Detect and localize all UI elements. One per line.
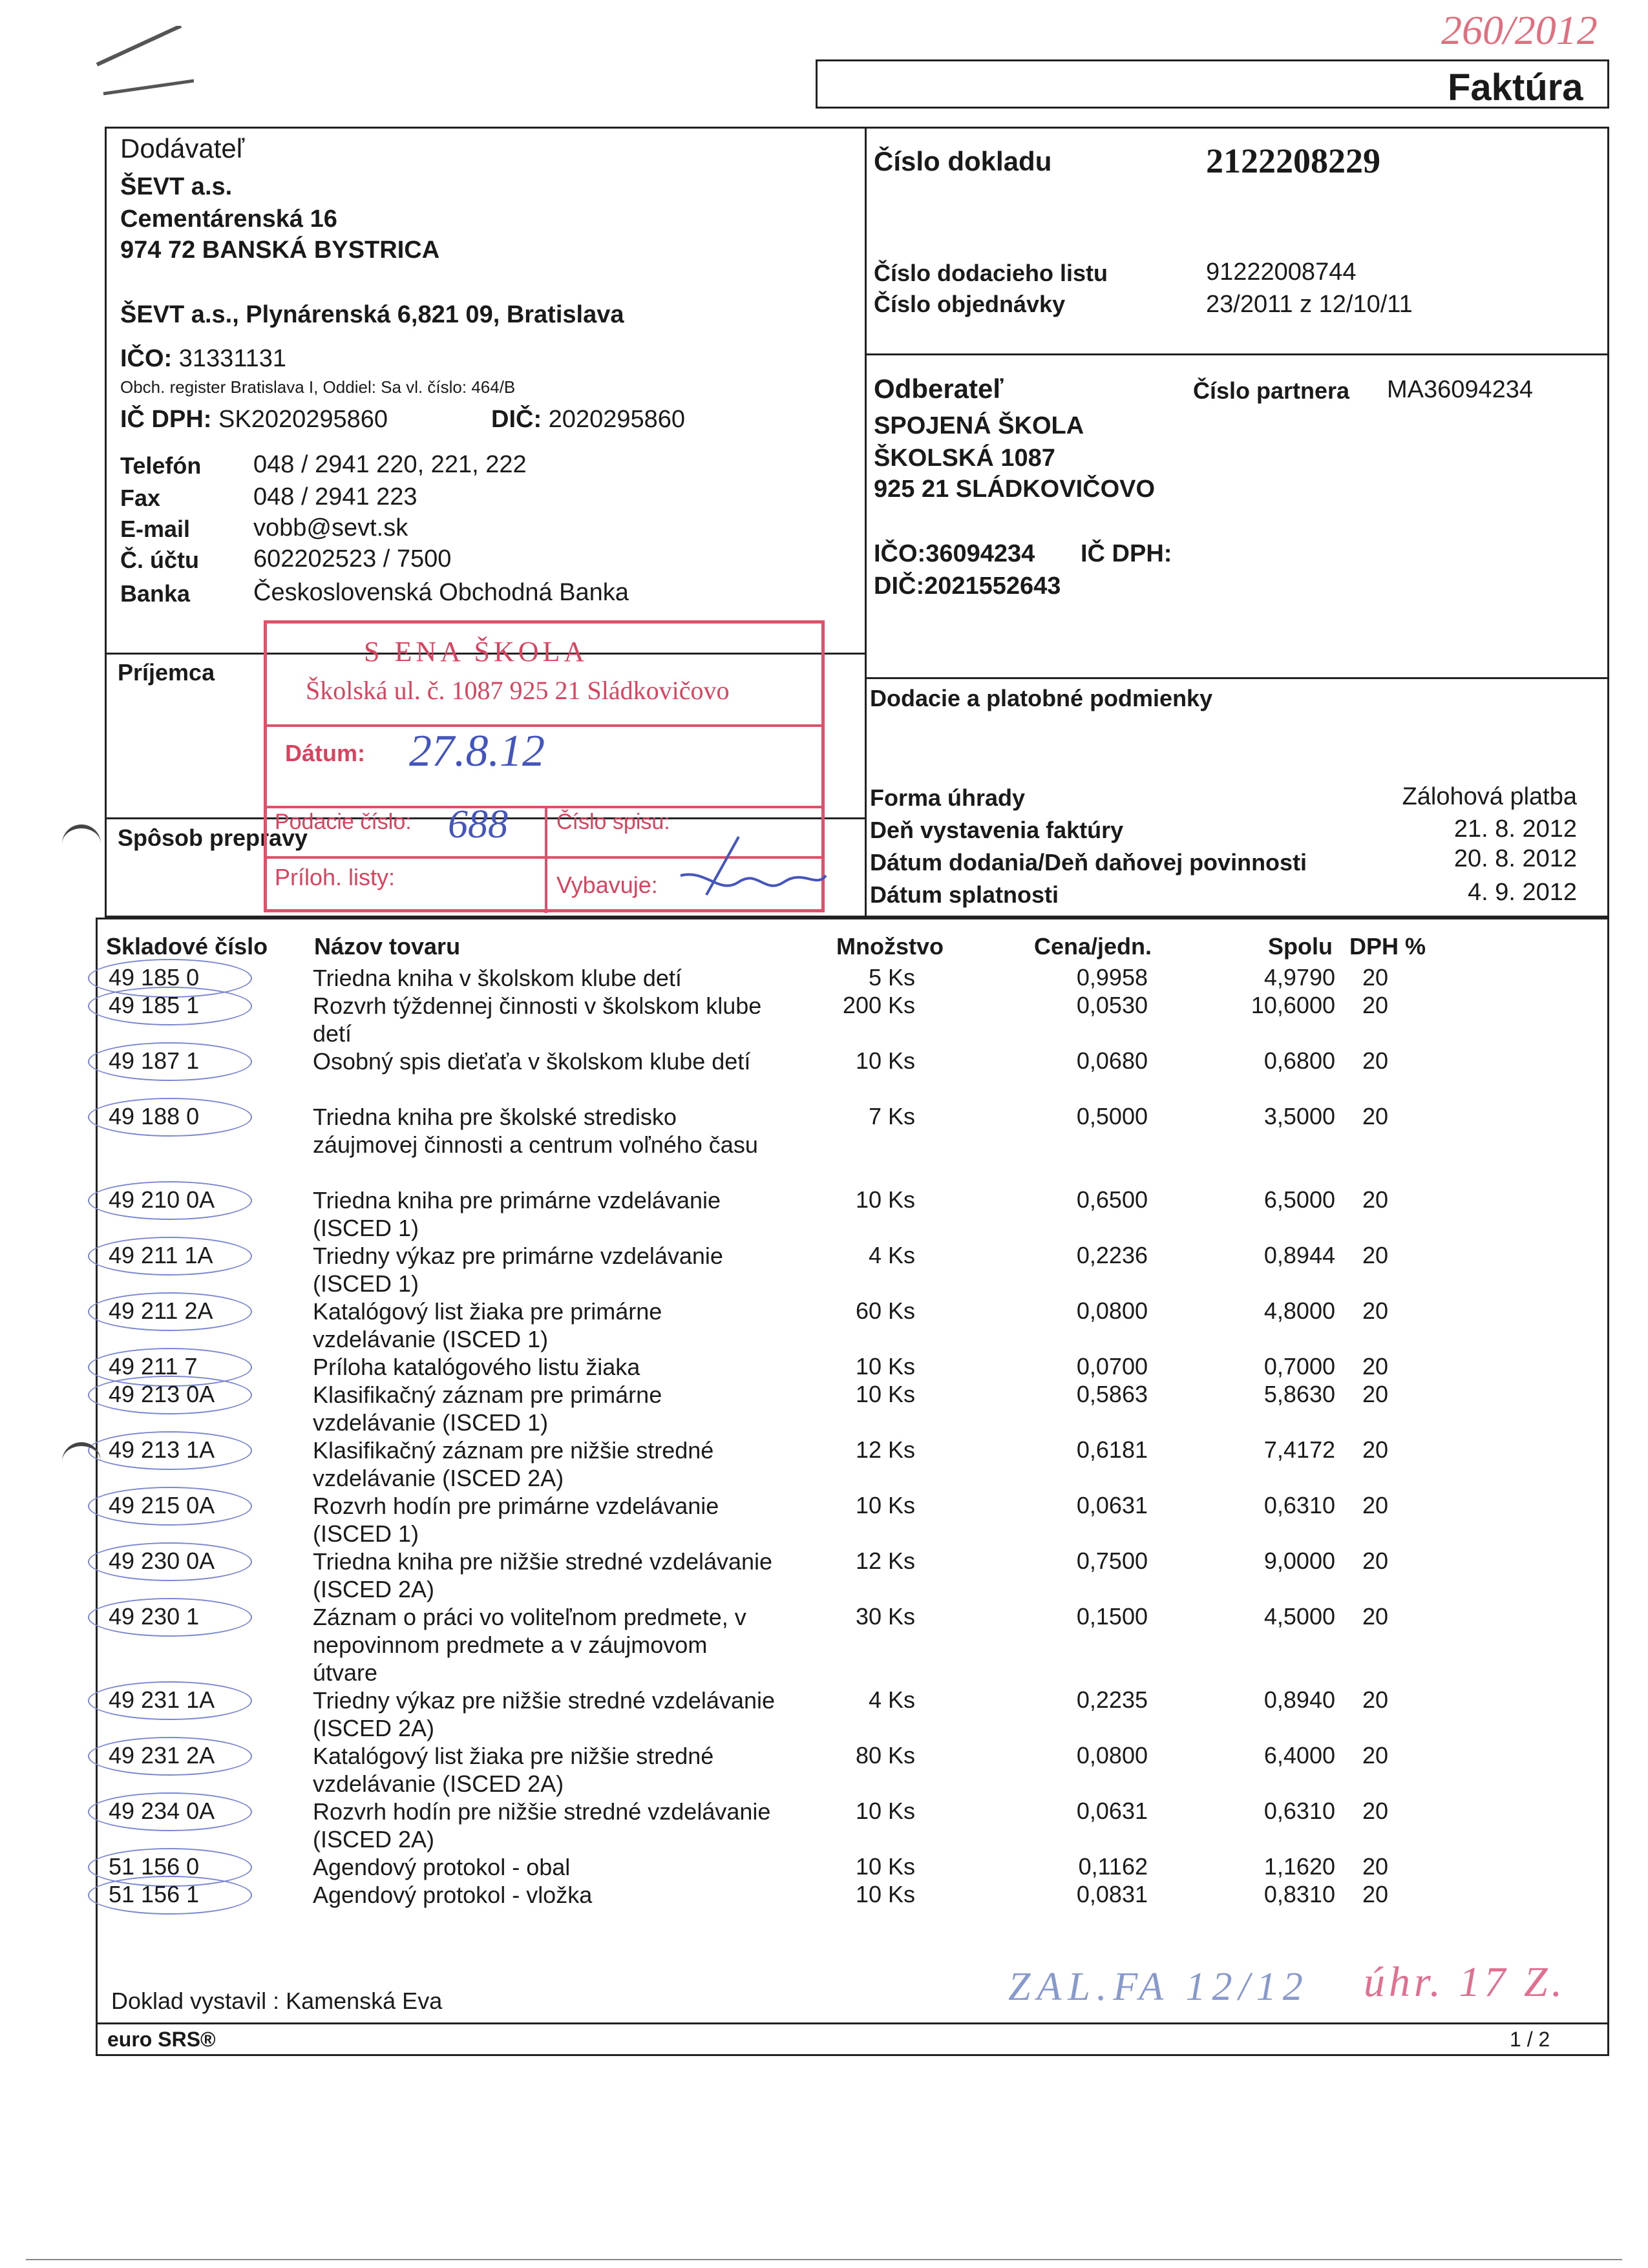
supplier-street: Cementárenská 16 (120, 205, 337, 233)
cell-code: 49 211 7 (109, 1353, 198, 1380)
customer-street: ŠKOLSKÁ 1087 (874, 445, 1055, 472)
cell-code: 49 230 0A (109, 1548, 215, 1574)
cell-name: Triedny výkaz pre nižšie stredné vzdelávanie (ISCED 2A) (313, 1687, 776, 1741)
cell-total: 7,4172 (1263, 1436, 1335, 1463)
cell-name: Osobný spis dieťaťa v školskom klube detí (313, 1048, 751, 1075)
stamp-vybavuje-label: Vybavuje: (556, 872, 658, 898)
cell-code: 49 188 0 (109, 1103, 200, 1129)
delivery-label: Číslo dodacieho listu (874, 260, 1108, 286)
divider-doc-customer (865, 353, 1609, 355)
contact-value: vobb@sevt.sk (253, 514, 408, 541)
cell-code: 49 231 2A (109, 1742, 215, 1769)
cell-qty: 200 Ks (842, 992, 915, 1018)
cell-name: Katalógový list žiaka pre primárne vzdelávanie (ISCED 1) (313, 1298, 662, 1352)
terms-label: Dátum splatnosti (870, 881, 1059, 908)
cell-price: 0,6500 (1076, 1186, 1148, 1213)
supplier-heading: Dodávateľ (120, 133, 245, 163)
doc-number-label: Číslo dokladu (874, 146, 1052, 176)
cell-qty: 80 Ks (855, 1742, 915, 1769)
customer-heading: Odberateľ (874, 373, 1004, 404)
cell-price: 0,0631 (1076, 1492, 1148, 1518)
pen-stroke-decoration (90, 26, 194, 97)
cell-qty: 4 Ks (868, 1242, 915, 1268)
stamp-podacie-value: 688 (448, 803, 508, 846)
supplier-ico-label: IČO: (120, 345, 173, 372)
customer-city: 925 21 SLÁDKOVIČOVO (874, 476, 1156, 503)
supplier-branch: ŠEVT a.s., Plynárenská 6,821 09, Bratislava (120, 301, 624, 328)
pen-circle-mark (88, 1542, 252, 1581)
cell-code: 49 210 0A (109, 1186, 215, 1213)
supplier-name: ŠEVT a.s. (120, 173, 233, 200)
cell-name: Príloha katalógového listu žiaka (313, 1354, 640, 1380)
cell-code: 49 211 2A (109, 1297, 213, 1324)
cell-price: 0,5863 (1076, 1381, 1148, 1407)
cell-vat: 20 (1362, 1881, 1389, 1907)
cell-name: Záznam o práci vo voliteľnom predmete, v nepovinnom predmete a v záujmovom útvare (313, 1604, 746, 1686)
cell-name: Rozvrh hodín pre nižšie stredné vzdelávanie (ISCED 2A) (313, 1798, 771, 1853)
terms-label: Forma úhrady (870, 784, 1026, 811)
contact-label: Č. účtu (120, 547, 199, 573)
cell-price: 0,1500 (1076, 1603, 1148, 1630)
pen-circle-mark (88, 1487, 252, 1526)
cell-name: Rozvrh hodín pre primárne vzdelávanie (ISCED 1) (313, 1493, 719, 1547)
page-number: 1 / 2 (1510, 2028, 1550, 2051)
contact-value: 048 / 2941 220, 221, 222 (253, 451, 527, 478)
cell-total: 0,7000 (1263, 1353, 1335, 1380)
cell-name: Agendový protokol - vložka (313, 1882, 593, 1908)
cell-total: 5,8630 (1263, 1381, 1335, 1407)
cell-total: 9,0000 (1263, 1548, 1335, 1574)
cell-name: Klasifikačný záznam pre primárne vzdelávanie (ISCED 1) (313, 1381, 662, 1436)
cell-vat: 20 (1362, 1381, 1389, 1407)
pen-circle-mark (88, 1237, 252, 1276)
cell-vat: 20 (1362, 1436, 1389, 1463)
pen-circle-mark (88, 1737, 252, 1776)
pen-circle-mark (88, 987, 252, 1025)
cell-price: 0,9958 (1076, 964, 1148, 991)
contact-value: 048 / 2941 223 (253, 483, 417, 510)
cell-price: 0,0680 (1076, 1047, 1148, 1074)
terms-value: 20. 8. 2012 (1453, 845, 1577, 872)
supplier-icdph-value: SK2020295860 (218, 406, 388, 433)
cell-qty: 10 Ks (855, 1492, 915, 1518)
cell-qty: 10 Ks (855, 1047, 915, 1074)
cell-total: 4,8000 (1263, 1297, 1335, 1324)
divider-customer-terms (865, 677, 1609, 679)
cell-vat: 20 (1362, 1603, 1389, 1630)
cell-total: 0,6310 (1263, 1492, 1335, 1518)
handwritten-note-advance-invoice: ZAL.FA 12/12 (1008, 1965, 1309, 2009)
cell-code: 49 185 0 (109, 964, 200, 991)
cell-name: Triedny výkaz pre primárne vzdelávanie (ISCED 1) (313, 1243, 723, 1297)
cell-code: 49 187 1 (109, 1047, 200, 1074)
cell-price: 0,2236 (1076, 1242, 1148, 1268)
terms-label: Deň vystavenia faktúry (870, 817, 1124, 843)
cell-qty: 7 Ks (868, 1103, 915, 1129)
col-header-qty: Množstvo (836, 933, 944, 960)
cell-name: Triedna kniha v školskom klube detí (313, 965, 682, 991)
pen-circle-mark (88, 1376, 252, 1414)
cell-vat: 20 (1362, 1492, 1389, 1518)
terms-value: 21. 8. 2012 (1453, 815, 1577, 843)
hole-punch-mark (62, 824, 101, 854)
page-title: Faktúra (1448, 67, 1583, 109)
cell-code: 51 156 1 (109, 1881, 200, 1907)
cell-vat: 20 (1362, 1242, 1389, 1268)
cell-total: 4,9790 (1263, 964, 1335, 991)
cell-total: 0,8944 (1263, 1242, 1335, 1268)
pen-circle-mark (88, 1042, 252, 1081)
terms-value: 4. 9. 2012 (1467, 879, 1577, 906)
supplier-icdph-label: IČ DPH: (120, 406, 212, 433)
supplier-ico-value: 31331131 (178, 345, 287, 372)
pen-circle-mark (88, 1292, 252, 1331)
cell-price: 0,0800 (1076, 1742, 1148, 1769)
handwritten-note-paid: úhr. 17 Z. (1364, 1958, 1567, 2006)
stamp-line-2: Školská ul. č. 1087 925 21 Sládkovičovo (306, 676, 730, 705)
supplier-city: 974 72 BANSKÁ BYSTRICA (120, 236, 440, 264)
contact-label: E-mail (120, 516, 191, 542)
cell-total: 1,1620 (1263, 1853, 1335, 1880)
cell-price: 0,1162 (1078, 1853, 1148, 1880)
cell-total: 10,6000 (1251, 992, 1335, 1018)
cell-code: 49 213 1A (109, 1436, 215, 1463)
cell-vat: 20 (1362, 992, 1389, 1018)
scan-edge-line (26, 2259, 1622, 2260)
pen-circle-mark (88, 1598, 252, 1637)
stamp-spis-label: Číslo spisu: (556, 810, 670, 834)
cell-qty: 10 Ks (855, 1881, 915, 1907)
cell-qty: 60 Ks (855, 1297, 915, 1324)
cell-code: 49 231 1A (109, 1686, 215, 1713)
cell-code: 49 185 1 (109, 992, 200, 1018)
col-header-vat: DPH % (1349, 933, 1426, 960)
cell-qty: 10 Ks (855, 1853, 915, 1880)
stamp-podacie-label: Podacie číslo: (275, 810, 412, 834)
pen-circle-mark (88, 1681, 252, 1720)
registry-stamp (264, 620, 825, 912)
supplier-dic-value: 2020295860 (548, 406, 686, 433)
cell-qty: 10 Ks (855, 1186, 915, 1213)
cell-name: Rozvrh týždennej činnosti v školskom klube detí (313, 992, 762, 1047)
cell-qty: 10 Ks (855, 1798, 915, 1824)
cell-vat: 20 (1362, 1353, 1389, 1380)
pen-circle-mark (88, 1098, 252, 1137)
contact-label: Telefón (120, 452, 202, 479)
cell-vat: 20 (1362, 1103, 1389, 1129)
cell-price: 0,0530 (1076, 992, 1148, 1018)
cell-vat: 20 (1362, 1047, 1389, 1074)
pen-circle-mark (88, 1876, 252, 1915)
cell-qty: 12 Ks (855, 1548, 915, 1574)
order-number: 23/2011 z 12/10/11 (1206, 291, 1413, 318)
customer-ico: IČO:36094234 (874, 540, 1035, 567)
cell-vat: 20 (1362, 1742, 1389, 1769)
cell-code: 51 156 0 (109, 1853, 200, 1880)
pen-stroke-icon (90, 26, 194, 97)
cell-name: Klasifikačný záznam pre nižšie stredné vzdelávanie (ISCED 2A) (313, 1437, 714, 1491)
customer-dic: DIČ:2021552643 (874, 572, 1061, 600)
cell-name: Triedna kniha pre školské stredisko záujmovej činnosti a centrum voľného času (313, 1104, 758, 1158)
cell-qty: 5 Ks (868, 964, 915, 991)
footer-divider (96, 2022, 1609, 2024)
cell-code: 49 230 1 (109, 1603, 200, 1630)
cell-total: 6,4000 (1263, 1742, 1335, 1769)
pen-circle-mark (88, 1181, 252, 1220)
cell-vat: 20 (1362, 1186, 1389, 1213)
cell-vat: 20 (1362, 1686, 1389, 1713)
delivery-number: 91222008744 (1206, 258, 1357, 286)
col-header-total: Spolu (1268, 933, 1333, 960)
footer-brand: euro SRS® (107, 2028, 216, 2051)
cell-total: 0,8310 (1263, 1881, 1335, 1907)
header-divider (865, 127, 867, 918)
stamp-date-value: 27.8.12 (409, 726, 545, 776)
customer-name: SPOJENÁ ŠKOLA (874, 412, 1084, 439)
stamp-date-label: Dátum: (285, 740, 365, 766)
pen-circle-mark (88, 1431, 252, 1470)
partner-number: MA36094234 (1387, 376, 1534, 403)
supplier-dic-label: DIČ: (491, 406, 542, 433)
cell-total: 4,5000 (1263, 1603, 1335, 1630)
terms-heading: Dodacie a platobné podmienky (870, 685, 1213, 711)
supplier-register: Obch. register Bratislava I, Oddiel: Sa vl. číslo: 464/B (120, 377, 516, 397)
cell-qty: 4 Ks (868, 1686, 915, 1713)
stamp-prilohy-label: Príloh. listy: (275, 864, 396, 890)
doc-number: 2122208229 (1206, 142, 1380, 180)
col-header-code: Skladové číslo (106, 933, 268, 960)
pen-circle-mark (88, 1792, 252, 1831)
partner-label: Číslo partnera (1193, 377, 1350, 404)
cell-vat: 20 (1362, 1548, 1389, 1574)
order-label: Číslo objednávky (874, 291, 1066, 317)
contact-label: Banka (120, 580, 191, 607)
cell-qty: 10 Ks (855, 1353, 915, 1380)
cell-vat: 20 (1362, 964, 1389, 991)
cell-price: 0,6181 (1076, 1436, 1148, 1463)
supplier-icdph (120, 406, 388, 434)
cell-name: Triedna kniha pre primárne vzdelávanie (ISCED 1) (313, 1187, 721, 1241)
cell-name: Katalógový list žiaka pre nižšie stredné vzdelávanie (ISCED 2A) (313, 1743, 714, 1797)
cell-total: 0,8940 (1263, 1686, 1335, 1713)
cell-price: 0,0631 (1076, 1798, 1148, 1824)
transport-label: Spôsob prepravy (118, 824, 308, 851)
cell-price: 0,0831 (1076, 1881, 1148, 1907)
cell-vat: 20 (1362, 1798, 1389, 1824)
col-header-name: Názov tovaru (314, 933, 461, 960)
customer-icdph: IČ DPH: (1081, 540, 1172, 567)
cell-code: 49 211 1A (109, 1242, 213, 1268)
cell-total: 0,6800 (1263, 1047, 1335, 1074)
issued-by: Doklad vystavil : Kamenská Eva (111, 1988, 443, 2014)
cell-price: 0,7500 (1076, 1548, 1148, 1574)
stamp-line-1: S ENA ŠKOLA (364, 636, 589, 667)
signature-icon (668, 824, 829, 914)
contact-value: Československá Obchodná Banka (253, 579, 629, 606)
cell-code: 49 213 0A (109, 1381, 215, 1407)
cell-code: 49 234 0A (109, 1798, 215, 1824)
cell-code: 49 215 0A (109, 1492, 215, 1518)
recipient-label: Príjemca (118, 659, 215, 686)
cell-vat: 20 (1362, 1297, 1389, 1324)
cell-qty: 10 Ks (855, 1381, 915, 1407)
col-header-price: Cena/jedn. (1034, 933, 1152, 960)
cell-name: Triedna kniha pre nižšie stredné vzdelávanie (ISCED 2A) (313, 1548, 773, 1602)
cell-total: 0,6310 (1263, 1798, 1335, 1824)
cell-vat: 20 (1362, 1853, 1389, 1880)
cell-total: 6,5000 (1263, 1186, 1335, 1213)
cell-name: Agendový protokol - obal (313, 1854, 571, 1880)
cell-qty: 12 Ks (855, 1436, 915, 1463)
cell-price: 0,0800 (1076, 1297, 1148, 1324)
contact-value: 602202523 / 7500 (253, 545, 452, 572)
supplier-ico (120, 345, 286, 373)
cell-qty: 30 Ks (855, 1603, 915, 1630)
cell-price: 0,0700 (1076, 1353, 1148, 1380)
terms-value: Zálohová platba (1402, 783, 1577, 810)
cell-price: 0,5000 (1076, 1103, 1148, 1129)
handwritten-annotation-top: 260/2012 (1441, 7, 1598, 53)
supplier-dic (491, 406, 685, 434)
terms-label: Dátum dodania/Deň daňovej povinnosti (870, 849, 1307, 876)
contact-label: Fax (120, 485, 161, 511)
cell-price: 0,2235 (1076, 1686, 1148, 1713)
cell-total: 3,5000 (1263, 1103, 1335, 1129)
